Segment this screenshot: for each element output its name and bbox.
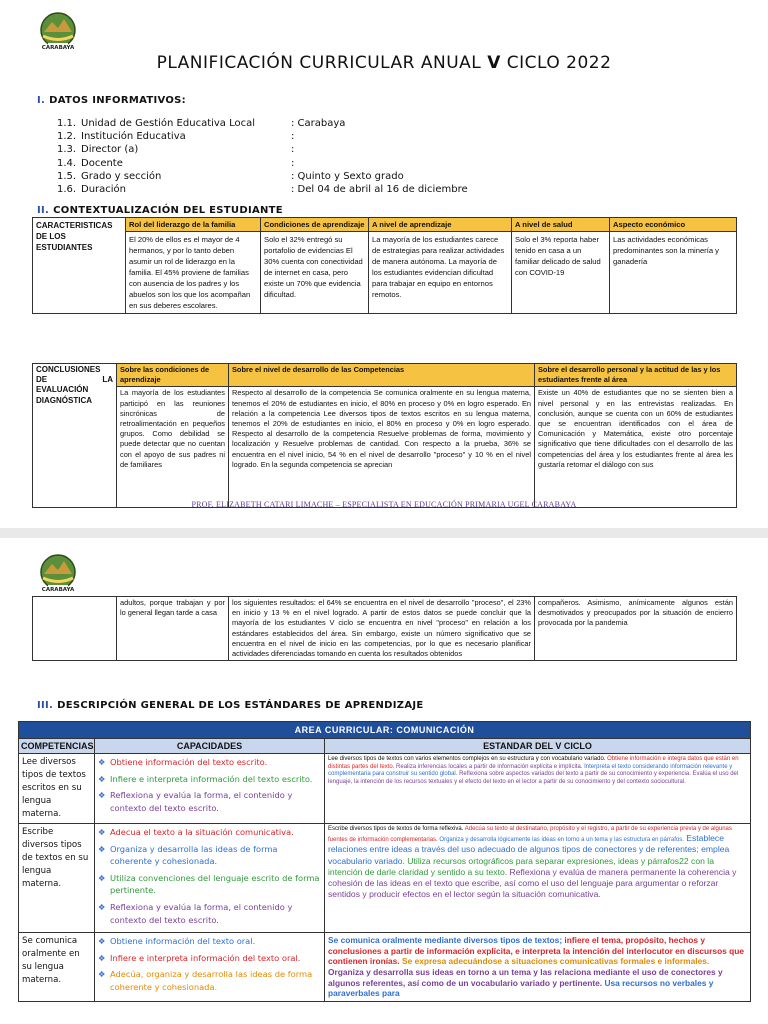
estandar-header: ESTANDAR DEL V CICLO — [325, 739, 751, 754]
standard-text: Escribe diversos tipos de textos de forma reflexiva. — [328, 826, 464, 832]
logo-emblem-icon — [34, 552, 82, 596]
capacidad-item: Utiliza convenciones del lenguaje escrito de forma pertinente. — [110, 872, 320, 896]
standard-text: Reflexiona sobre aspectos variados del texto a partir de su conocimiento y experiencia. Evalúa el uso del lenguaje, la intención de los recursos textuales y el efecto del texto en el lector a partir de su conocimiento y del contexto sociocultural. — [328, 771, 739, 785]
standard-text: Se comunica oralmente mediante diversos tipos de textos; — [328, 935, 563, 946]
info-row: 1.1. Unidad de Gestión Educativa Local : Carabaya — [57, 118, 346, 129]
standard-text: Establece relaciones entre ideas a través del uso adecuado de algunos tipos de conectores y de referentes; emplea vocabulario variado. — [328, 833, 730, 866]
bullet-diamond-icon: ❖ — [98, 843, 106, 854]
logo — [34, 552, 82, 596]
bullet-diamond-icon: ❖ — [98, 872, 106, 883]
context-cell: Solo el 32% entregó su portafolio de evidencias El 30% cuenta con conectividad de internet en casa, pero existe un 70% que evidencia dificultad. — [261, 232, 369, 314]
capacidades-cell — [95, 754, 325, 824]
page-footer: PROF. ELIZABETH CATARI LIMACHE – ESPECIALISTA EN EDUCACIÓN PRIMARIA UGEL CARABAYA — [191, 500, 577, 509]
info-row: 1.4. Docente : — [57, 157, 295, 169]
capacidad-item: Reflexiona y evalúa la forma, el contenido y contexto del texto escrito. — [110, 901, 293, 925]
bullet-diamond-icon: ❖ — [98, 773, 106, 784]
standard-text: Organiza y desarrolla lógicamente las ideas en torno a un tema y las estructura en párrafos. — [437, 837, 684, 844]
conclusions-cell: Respecto al desarrollo de la competencia Se comunica oralmente en su lengua materna, tenemos el 20% de estudiantes en inicio, el 80% en proceso y 0% en logro esperado. En relación a la competencia Lee diversos tipos de textos escritos en su lengua materna, tenemos el 20% de estudiantes en inicio, el 80% en proceso y 0% en logro esperado. Respecto al desarrollo de la competencia Resuelve problemas de forma, movimiento y localización y Resuelve problemas de cantidad. Con respecto a la prueba, 36% se encuentra en el nivel inicio, 54 % en el nivel de desarrollo "proceso" y 10 % en el nivel logrado. En la segunda competencia se aprecian — [229, 387, 535, 508]
bullet-diamond-icon: ❖ — [98, 952, 106, 963]
context-header: Aspecto económico — [610, 218, 737, 232]
standard-text: Interpreta el texto considerando información relevante y complementaria para construir su sentido global. — [328, 763, 733, 778]
conclusions-left-header: CONCLUSIONES DE LA EVALUACIÓN DIAGNÓSTICA — [33, 364, 117, 508]
info-row: 1.3. Director (a) : — [57, 144, 295, 156]
capacidades-header: CAPACIDADES — [95, 739, 325, 754]
context-cell: Las actividades económicas predominantes son la minería y ganadería — [610, 232, 737, 314]
estandar-cell — [325, 933, 751, 1002]
page-title: PLANIFICACIÓN CURRICULAR ANUAL V CICLO 2022 — [156, 53, 612, 73]
section-3-title: III. DESCRIPCIÓN GENERAL DE LOS ESTÁNDARES DE APRENDIZAJE — [37, 700, 424, 711]
conclusions-header: Sobre el nivel de desarrollo de las Competencias — [229, 364, 535, 387]
context-cell: Solo el 3% reporta haber tenido en casa a un familiar delicado de salud con COVID-19 — [512, 232, 610, 314]
page-2 — [0, 538, 768, 1024]
standard-text: infiere el tema, propósito, hechos y conclusiones a partir de información explícita, e interpreta la intención del interlocutor en discursos que contienen ironías. — [328, 935, 745, 967]
capacidades-cell — [95, 824, 325, 933]
area-title: AREA CURRICULAR: COMUNICACIÓN — [19, 722, 751, 739]
section-1-title: I. DATOS INFORMATIVOS: — [37, 95, 186, 106]
bullet-diamond-icon: ❖ — [98, 969, 106, 980]
context-cell: La mayoría de los estudiantes carece de estrategias para realizar actividades de manera autónoma. La mayoría de los estudiantes evidencian dificultad para trabajar en equipo en entornos remotos. — [369, 232, 512, 314]
table-row — [19, 754, 751, 824]
conclusions-cell: compañeros. Asimismo, anímicamente algunos están desmotivados y preocupados por la situación de encierro provocada por la pandemia — [535, 597, 737, 661]
conclusions-table — [32, 363, 737, 508]
capacidades-cell — [95, 933, 325, 1002]
info-list — [57, 117, 591, 196]
conclusions-cell — [33, 597, 117, 661]
conclusions-continued-table — [32, 596, 737, 661]
competencia-cell: Escribe diversos tipos de textos en su lengua materna. — [19, 824, 95, 933]
svg-text:CARABAYA: CARABAYA — [41, 45, 75, 51]
context-left-header: CARACTERISTICAS DE LOS ESTUDIANTES — [33, 218, 126, 314]
capacidad-item: Obtiene información del texto oral. — [110, 936, 256, 947]
competencias-header: COMPETENCIAS — [19, 739, 95, 754]
standards-table — [18, 721, 751, 1002]
bullet-diamond-icon: ❖ — [98, 936, 106, 947]
info-row: 1.5. Grado y sección : Quinto y Sexto grado — [57, 170, 404, 182]
conclusions-header: Sobre las condiciones de aprendizaje — [117, 364, 229, 387]
logo — [34, 10, 82, 54]
context-header: A nivel de salud — [512, 218, 610, 232]
capacidad-item: Infiere e interpreta información del texto oral. — [110, 952, 301, 963]
capacidad-item: Adecua el texto a la situación comunicativa. — [110, 827, 294, 837]
standard-text: Adecúa su texto al destinatario, propósito y el registro, a partir de su experiencia previa y de algunas fuentes de información complementarias. — [328, 826, 732, 844]
estandar-cell — [325, 754, 751, 824]
bullet-diamond-icon: ❖ — [98, 827, 106, 837]
standard-text: Lee diversos tipos de textos con varios elementos complejos en su estructura y con vocabulario variado. — [328, 756, 606, 762]
competencia-cell: Se comunica oralmente en su lengua materna. — [19, 933, 95, 1002]
context-cell: El 20% de ellos es el mayor de 4 hermanos, y por lo tanto deben asumir un rol de liderazgo en la familia. El 45% proviene de familias con ausencia de los padres y los abuelos son los que los acompañan en sus deberes escolares. — [126, 232, 261, 314]
context-table — [32, 217, 737, 314]
standard-text: Usa recursos no verbales y paraverbales para — [328, 977, 714, 999]
logo-emblem-icon — [34, 10, 82, 54]
bullet-diamond-icon: ❖ — [98, 901, 106, 912]
bullet-diamond-icon: ❖ — [98, 790, 106, 801]
standard-text: Obtiene información e integra datos que están en distintas partes del texto. — [328, 756, 739, 770]
conclusions-cell: los siguientes resultados: el 64% se encuentra en el nivel de desarrollo "proceso", el 23% en inicio y 13 % en el nivel logrado. A partir de estos datos se puede concluir que la mayoría de los estudiantes V ciclo se encuentra en nivel "proceso" en relación a los estándares establecidos del área. Sin embargo, existe un número significativo que se encuentra en el nivel de inicio en las competencias, por lo que es necesario planificar actividades diferenciadas tomando en cuenta los resultados obtenidos — [229, 597, 535, 661]
context-header: Rol del liderazgo de la familia — [126, 218, 261, 232]
info-row: 1.6. Duración : Del 04 de abril al 16 de diciembre — [57, 184, 468, 196]
conclusions-cell: Existe un 40% de estudiantes que no se sienten bien a nivel personal y en las entrevistas realizadas. En conclusión, aunque se cuenta con un 60% de estudiantes que se encuentran identificados con el área de Comunicación y Matemática, existe otro porcentaje significativo que tiene dificultades con el desarrollo de las competencias del área y los estudiantes frente al área les gustaría retomar el diálogo con sus — [535, 387, 737, 508]
standard-text: Se expresa adecuándose a situaciones comunicativas formales e informales. — [399, 956, 710, 967]
capacidad-item: Organiza y desarrolla las ideas de forma coherente y cohesionada. — [110, 843, 278, 867]
context-header: A nivel de aprendizaje — [369, 218, 512, 232]
capacidad-item: Obtiene información del texto escrito. — [110, 757, 268, 767]
bullet-diamond-icon: ❖ — [98, 757, 106, 767]
table-row — [19, 824, 751, 933]
capacidad-item: Reflexiona y evalúa la forma, el contenido y contexto del texto escrito. — [110, 790, 293, 813]
competencia-cell: Lee diversos tipos de textos escritos en su lengua materna. — [19, 754, 95, 824]
standard-text: Organiza y desarrolla sus ideas en torno a un tema y las relaciona mediante el uso de conectores y algunos referentes, así como de un vocabulario variado y pertinente. — [328, 966, 723, 988]
conclusions-header: Sobre el desarrollo personal y la actitud de las y los estudiantes frente al área — [535, 364, 737, 387]
standard-text: Reflexiona y evalúa de manera permanente la coherencia y cohesión de las ideas en el texto que escribe, así como el uso del lenguaje para argumentar o reforzar sentidos y producir efectos en el lector según la situación comunicativa. — [328, 866, 737, 900]
section-2-title: II. CONTEXTUALIZACIÓN DEL ESTUDIANTE — [37, 205, 283, 216]
capacidad-item: Adecúa, organiza y desarrolla las ideas de forma coherente y cohesionada. — [110, 969, 313, 992]
capacidad-item: Infiere e interpreta información del texto escrito. — [110, 773, 313, 784]
standard-text: Realiza inferencias locales a partir de información explícita e implícita. — [394, 763, 583, 770]
context-header: Condiciones de aprendizaje — [261, 218, 369, 232]
estandar-cell — [325, 824, 751, 933]
standard-text: Utiliza recursos ortográficos para separar expresiones, ideas y párrafos22 con la intención de darle claridad y sentido a su texto. — [328, 855, 714, 877]
conclusions-cell: adultos, porque trabajan y por lo general llegan tarde a casa — [117, 597, 229, 661]
conclusions-cell: La mayoría de los estudiantes participó en las reuniones sincrónicas de retroalimentación en pequeños grupos. Como debilidad se puede detectar que no cuentan con el apoyo de sus padres ni de familiares — [117, 387, 229, 508]
info-row: 1.2. Institución Educativa : — [57, 131, 295, 143]
svg-text:CARABAYA: CARABAYA — [41, 587, 75, 593]
table-row — [19, 933, 751, 1002]
